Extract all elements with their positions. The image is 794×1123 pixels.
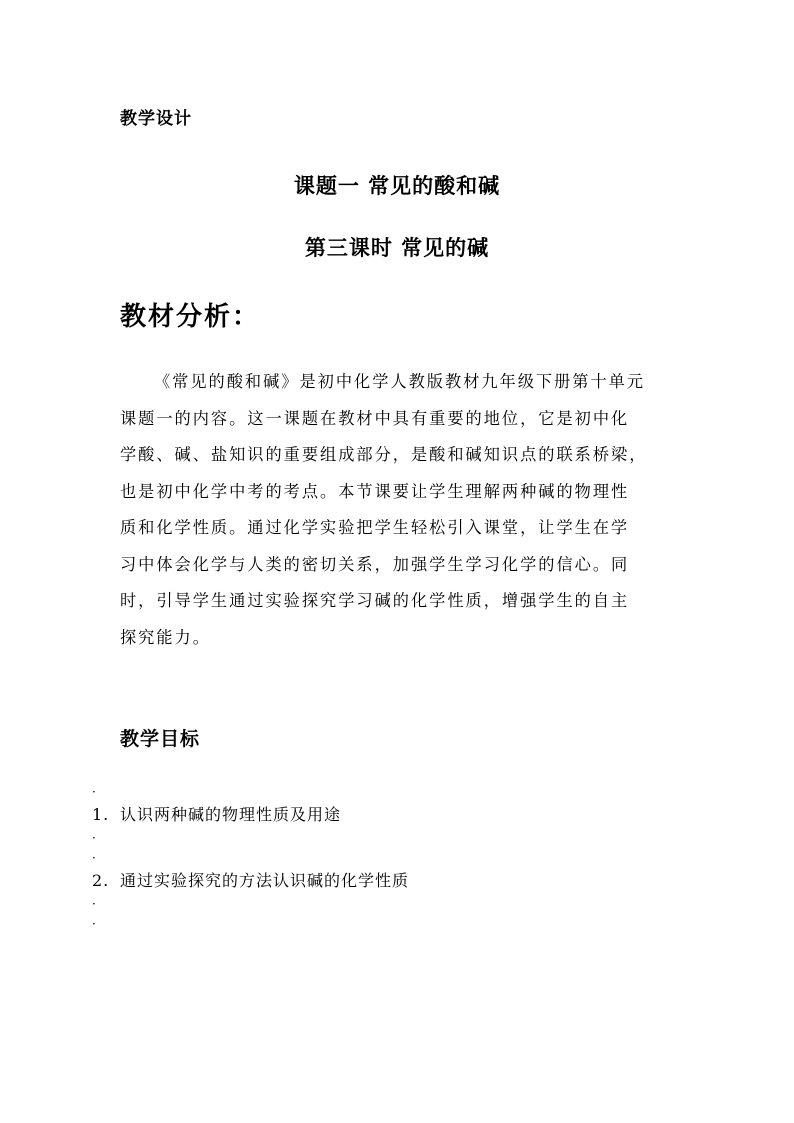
goal-number: 1. [92, 805, 110, 824]
paragraph-line: 探究能力。 [120, 627, 211, 647]
analysis-heading: 教材分析： [120, 302, 261, 332]
paragraph-line: 学酸、碱、盐知识的重要组成部分，是酸和碱知识点的联系桥梁， [120, 445, 648, 464]
paragraph-line: 时，引导学生通过实验探究学习碱的化学性质，增强学生的自主 [120, 591, 630, 610]
list-marker: · [92, 785, 96, 799]
goal-text: 认识两种碱的物理性质及用途 [120, 805, 342, 824]
list-marker: · [92, 851, 96, 865]
list-marker: · [92, 917, 96, 931]
goal-text: 通过实验探究的方法认识碱的化学性质 [120, 871, 410, 890]
paragraph-line: 课题一的内容。这一课题在教材中具有重要的地位，它是初中化 [120, 408, 630, 428]
list-marker: · [92, 831, 96, 845]
goals-heading: 教学目标 [120, 728, 201, 750]
list-marker: · [92, 897, 96, 911]
goals-list [92, 782, 692, 934]
goal-item-2 [92, 868, 692, 894]
analysis-paragraph [120, 364, 680, 656]
paragraph-line: 也是初中化学中考的考点。本节课要让学生理解两种碱的物理性 [120, 481, 630, 501]
lesson-title: 课题一 常见的酸和碱 [293, 173, 501, 198]
period-title: 第三课时 常见的碱 [304, 235, 490, 260]
document-type-label: 教学设计 [120, 109, 192, 129]
paragraph-line: 质和化学性质。通过化学实验把学生轻松引入课堂，让学生在学 [120, 518, 630, 537]
goal-number: 2. [92, 871, 110, 890]
paragraph-line: 《常见的酸和碱》是初中化学人教版教材九年级下册第十单元 [154, 372, 646, 391]
goal-item-1 [92, 802, 692, 828]
paragraph-line: 习中体会化学与人类的密切关系，加强学生学习化学的信心。同 [120, 554, 630, 574]
